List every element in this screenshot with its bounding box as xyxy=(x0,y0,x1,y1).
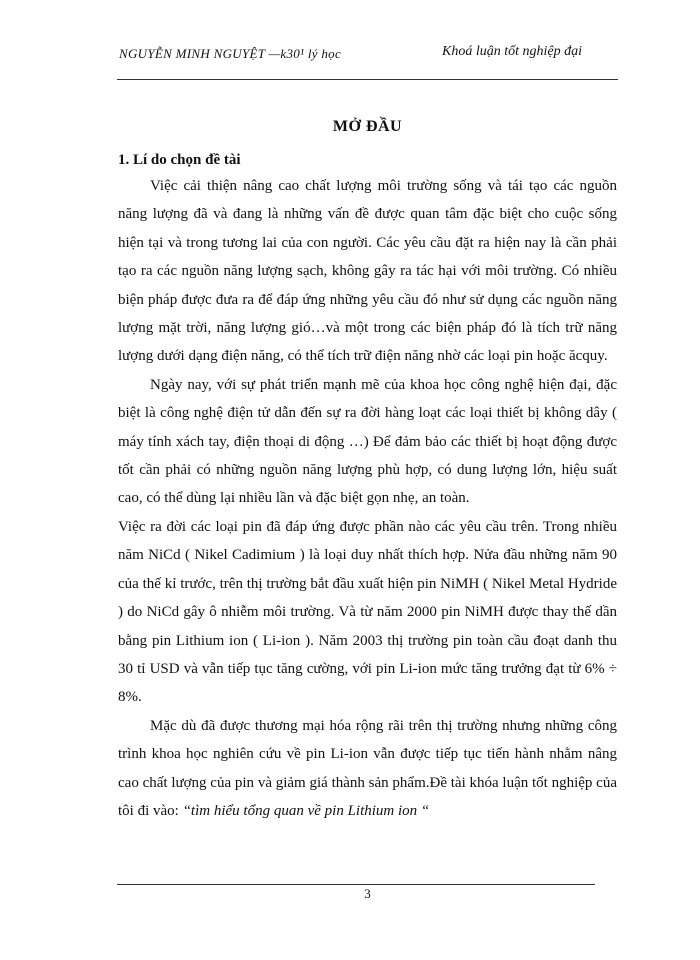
paragraph-4-quote: “tìm hiểu tổng quan về pin Lithium ion “ xyxy=(182,802,430,819)
page-number: 3 xyxy=(364,886,371,901)
header-thesis-label: Khoá luận tốt nghiệp đại xyxy=(442,44,582,59)
body-text xyxy=(118,172,617,825)
paragraph-3: Việc ra đời các loại pin đã đáp ứng được phần nào các yêu cầu trên. Trong nhiều năm NiCd ( Nikel Cadimium ) là loại duy nhất thích hợp. Nửa đầu những năm 90 của thế kỉ trước, trên thị trường bắt đầu xuất hiện pin NiMH ( Nikel Metal Hydride ) do NiCd gây ô nhiễm môi trường. Và từ năm 2000 pin NiMH được thay thế dần bằng pin Lithium ion ( Li-ion ). Năm 2003 thị trường pin toàn cầu đoạt danh thu 30 tỉ USD và vẫn tiếp tục tăng cường, với pin Li-ion mức tăng trưởng đạt từ 6% ÷ 8%. xyxy=(118,518,617,706)
paragraph-2: Ngày nay, với sự phát triển mạnh mẽ của khoa học công nghệ hiện đại, đặc biệt là công nghệ điện tử dẫn đến sự ra đời hàng loạt các loại thiết bị không dây ( máy tính xách tay, điện thoại di động …) Để đảm bảo các thiết bị hoạt động được tốt cần phải có những nguồn năng lượng phù hợp, có dung lượng lớn, hiệu suất cao, có thể dùng lại nhiều lần và đặc biệt gọn nhẹ, an toàn. xyxy=(118,376,617,507)
footer-divider xyxy=(117,884,595,885)
paragraph-1: Việc cải thiện nâng cao chất lượng môi trường sống và tái tạo các nguồn năng lượng đã và đang là những vấn đề được quan tâm đặc biệt cho cuộc sống hiện tại và trong tương lai của con người. Các yêu cầu đặt ra hiện nay là cần phải tạo ra các nguồn năng lượng sạch, không gây ra tác hại với môi trường. Có nhiều biện pháp được đưa ra để đáp ứng những yêu cầu đó như sử dụng các nguồn năng lượng mặt trời, năng lượng gió…và một trong các biện pháp đó là tích trữ năng lượng dưới dạng điện năng, có thể tích trữ điện năng nhờ các loại pin hoặc ăcquy. xyxy=(118,178,617,365)
paragraph-4-text: Mặc dù đã được thương mại hóa rộng rãi trên thị trường nhưng những công trình khoa học nghiên cứu về pin Li-ion vẫn được tiếp tục tiến hành nhằm nâng cao chất lượng của pin và giảm giá thành sản phẩm.Đề tài khóa luận tốt nghiệp của tôi đi vào: xyxy=(118,717,617,819)
header-author: NGUYỄN MINH NGUYỆT —k30¹ lý học xyxy=(119,46,342,61)
paragraph-4 xyxy=(118,712,617,826)
header-divider xyxy=(117,79,618,80)
section-heading: 1. Lí do chọn đề tài xyxy=(118,152,241,168)
page-title: MỞ ĐẦU xyxy=(332,118,403,135)
